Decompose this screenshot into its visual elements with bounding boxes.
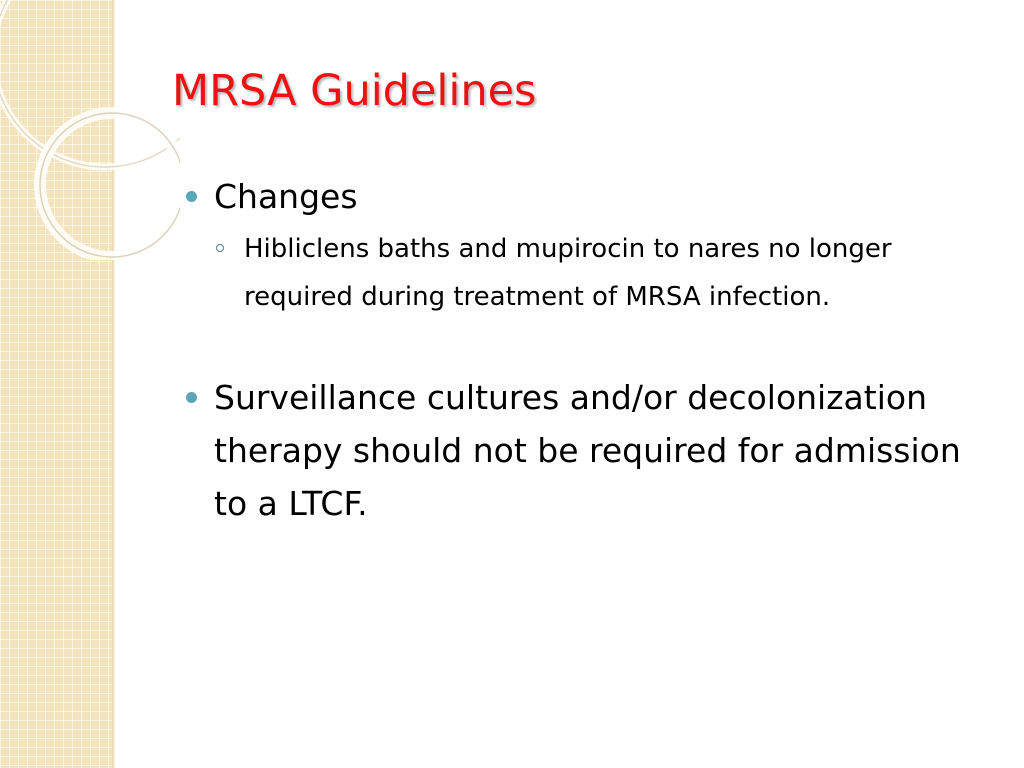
decorative-circles (0, 0, 180, 260)
bullet-dot-icon (186, 392, 197, 403)
sub-bullet-item (216, 225, 966, 321)
bullet-dot-icon (186, 191, 197, 202)
slide-title: MRSA Guidelines (172, 66, 537, 116)
bullet-item (186, 371, 966, 530)
bullet-text: Changes (214, 177, 358, 216)
decor-circle-large (0, 0, 180, 167)
slide-content (186, 170, 966, 530)
bullet-text: Surveillance cultures and/or decolonization therapy should not be required for admission to a LTCF. (214, 378, 961, 523)
decor-circle-large-outline (0, 0, 180, 167)
sub-bullet-text: Hibliclens baths and mupirocin to nares no longer required during treatment of MRSA infection. (244, 234, 892, 312)
bullet-item (186, 170, 966, 223)
sub-bullet-ring-icon (216, 244, 224, 252)
